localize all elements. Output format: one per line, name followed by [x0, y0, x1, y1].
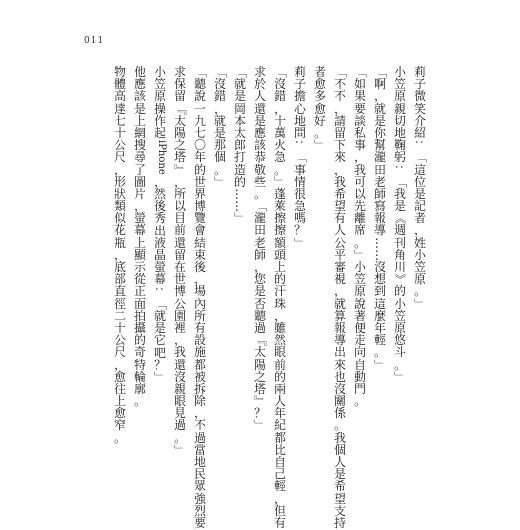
text-line: 他 應 該 是 上 網 搜 尋 了 圖 片 ， 螢 幕 上 顯 示 從 正 面 拍 攝 的 奇 特 輪 廓 。: [134, 65, 146, 409]
text-line: 「 就 是 岡 本 太 郎 打 造 的 … … 」: [233, 66, 248, 225]
text-line: 小 笠 原 親 切 地 鞠 躬 ： 「 我 是 《 週 刊 角 川 》 的 小 笠 原 悠 斗 。 」: [393, 65, 408, 383]
text-line: 小 笠 原 操 作 起 iPhone ， 然 後 秀 出 液 晶 螢 幕 ： 「 就 是 它 吧 ？ 」: [153, 65, 168, 383]
text-line: 「 如 果 要 談 私 事 ， 我 可 以 先 離 席 。 」 小 笠 原 說 著 便 走 向 自 動 門 。: [353, 66, 368, 409]
text-line: 莉 子 微 笑 介 紹 ： 「 這 位 是 記 者 ， 姓 小 笠 原 。 」: [413, 65, 428, 310]
text-line: 「 沒 錯 ， 就 是 那 個 。 」: [213, 66, 228, 188]
text-line: 物 體 高 達 七 十 公 尺 ， 形 狀 類 似 花 瓶 ， 底 部 直 徑 二 十 公 尺 ， 愈 往 上 愈 窄 。: [114, 65, 126, 445]
text-line: 「 不 不 ， 請 留 下 來 ， 我 希 望 有 人 公 平 審 視 ， 就 算 報 導 出 來 也 沒 關 係 。 我 個 人 是 希 望 支 持: [333, 66, 348, 530]
text-line: 求 保 留 『 太 陽 之 塔 』 ， 所 以 目 前 還 留 在 世 博 公 園 裡 ， 我 還 沒 親 眼 見 過 。 」: [173, 65, 188, 456]
text-line: 「 啊 ， 就 是 你 幫 瀧 田 老 師 寫 報 導 … … 沒 想 到 這 麼 年 輕 。 」: [373, 66, 388, 371]
text-line: 「 沒 錯 ， 十 萬 火 急 。 」 蓬 萊 擦 擦 額 頭 上 的 汗 珠 ， 雖 然 眼 前 的 兩 人 年 紀 都 比 自 己 輕 ， 但 有: [273, 66, 288, 530]
text-line: 者 愈 多 愈 好 。 」: [313, 65, 328, 152]
vertical-text-body: [62, 65, 430, 530]
page-number: 011: [84, 36, 105, 46]
text-line: 求 於 人 還 是 應 該 恭 敬 些 。 「 瀧 田 老 師 ， 您 是 否 聽 過 『 太 陽 之 塔 』 ？ 」: [253, 65, 268, 432]
text-line: 莉 子 擔 心 地 問 ： 「 事 情 很 急 嗎 ？ 」: [293, 65, 308, 249]
text-line: 「 聽 說 一 九 七 〇 年 的 世 界 博 覽 會 結 束 後 ， 場 內 所 有 設 施 都 被 拆 除 ， 不 過 當 地 民 眾 強 烈 要: [193, 66, 208, 530]
